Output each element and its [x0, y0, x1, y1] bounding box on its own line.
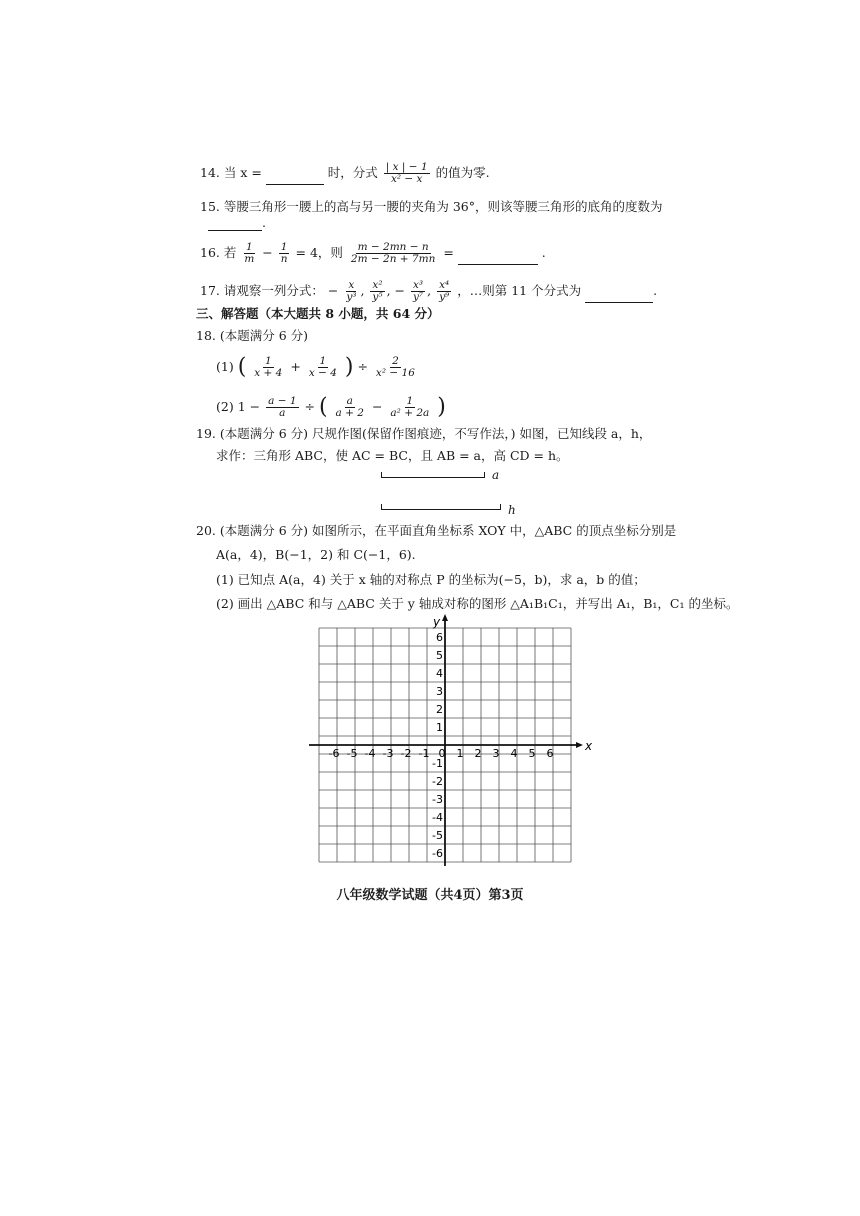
question-20-line-3: (1) 已知点 A(a，4) 关于 x 轴的对称点 P 的坐标为(−5，b)，求 a，b 的值；	[216, 572, 646, 587]
x-tick-label: -5	[346, 747, 358, 760]
x-tick-label: 2	[474, 747, 482, 760]
q17-term-4: $\frac{\text{x⁴}}{\text{y⁹}}$	[439, 279, 450, 303]
x-tick-label: -3	[382, 747, 394, 760]
question-19-line-2: 求作：三角形 ABC，使 AC = BC，且 AB = a，高 CD = h。	[216, 448, 569, 463]
question-20-line-2: A(a，4)，B(−1，2) 和 C(−1，6).	[216, 547, 416, 562]
x-tick-label: 1	[456, 747, 464, 760]
question-18-part-2: (2) 1 − $\frac{a - 1}{a}$ ÷ ( $\frac{a}{a + 2}$ − $\frac{1}{\text{a² + 2a}}$ )	[216, 394, 446, 420]
segment-h-label: h	[508, 503, 516, 517]
q17-term-3: $\frac{\text{x³}}{\text{y⁷}}$	[413, 279, 424, 303]
q14-fraction	[384, 162, 430, 185]
question-20-line-1: 20. (本题满分 6 分) 如图所示，在平面直角坐标系 XOY 中，△ABC 的顶点坐标分别是	[196, 523, 677, 538]
x-tick-label: -1	[418, 747, 430, 760]
q14-denominator: x² − x	[390, 173, 423, 185]
answer-blank-15[interactable]	[208, 218, 262, 231]
coordinate-grid[interactable]	[300, 612, 600, 874]
answer-blank-16[interactable]	[458, 252, 538, 265]
x-tick-label: 6	[546, 747, 554, 760]
answer-blank-17[interactable]	[585, 290, 653, 303]
y-tick-label: 3	[436, 685, 443, 698]
question-15-blank-line: .	[208, 215, 266, 231]
x-axis-arrow-icon	[576, 742, 583, 748]
q17-prefix: 17. 请观察一列分式：	[200, 283, 324, 298]
x-axis-label: x	[585, 739, 593, 753]
x-tick-label: 0	[438, 747, 446, 760]
q17-suffix: ，…则第 11 个分式为	[457, 283, 582, 298]
segment-a	[381, 471, 485, 478]
x-tick-label: 5	[528, 747, 536, 760]
q14-middle: 时，分式	[327, 165, 378, 180]
q15-text: 15. 等腰三角形一腰上的高与另一腰的夹角为 36°，则该等腰三角形的底角的度数为	[200, 199, 663, 214]
page-footer: 八年级数学试题（共4页）第3页	[336, 888, 524, 903]
y-axis-arrow-icon	[442, 614, 448, 621]
question-19-line-1: 19. (本题满分 6 分) 尺规作图(保留作图痕迹，不写作法，) 如图，已知线段 a，h，	[196, 426, 652, 441]
question-18-part-1: (1) ( $\frac{1}{x + 4}$ + $\frac{1}{x - 4}$ ) ÷ $\frac{2}{\text{x² − 16}}$	[216, 354, 415, 380]
y-tick-label: -3	[432, 793, 443, 806]
q17-term-2: $\frac{\text{x²}}{\text{y⁵}}$	[372, 279, 383, 303]
y-tick-label: -6	[432, 847, 443, 860]
q16-fraction-2: $\frac{1}{n}$	[280, 241, 288, 265]
question-20-line-4: (2) 画出 △ABC 和与 △ABC 关于 y 轴成对称的图形 △A₁B₁C₁，并写出 A₁，B₁，C₁ 的坐标。	[216, 596, 739, 611]
question-16: 16. 若 $\frac{1}{m}$ − $\frac{1}{n}$ = 4，则 $\frac{m - 2mn - n}{2m - 2n + 7mn}$ = .	[200, 241, 546, 265]
y-tick-label: 2	[436, 703, 443, 716]
y-tick-label: 5	[436, 649, 443, 662]
q16-fraction-1: $\frac{1}{m}$	[244, 241, 255, 265]
y-tick-label: -2	[432, 775, 443, 788]
x-tick-label: 4	[510, 747, 518, 760]
y-tick-label: 6	[436, 631, 443, 644]
x-tick-label: -2	[400, 747, 412, 760]
segment-h	[381, 503, 501, 510]
q14-numerator: | x | − 1	[385, 161, 428, 173]
y-tick-label: 1	[436, 721, 443, 734]
question-15	[200, 199, 662, 215]
q14-prefix: 14. 当 x =	[200, 165, 262, 180]
question-18-title: 18. (本题满分 6 分)	[196, 328, 309, 343]
q16-prefix: 16. 若	[200, 245, 237, 260]
question-14	[200, 162, 490, 185]
q14-suffix: 的值为零.	[435, 165, 490, 180]
q16-fraction-3: $\frac{m - 2mn - n}{2m - 2n + 7mn}$	[350, 241, 436, 265]
answer-blank-14[interactable]	[266, 172, 324, 185]
y-tick-label: -4	[432, 811, 443, 824]
y-tick-label: -1	[432, 757, 443, 770]
x-tick-label: -6	[328, 747, 340, 760]
y-tick-label: -5	[432, 829, 443, 842]
y-axis-label: y	[433, 615, 441, 629]
x-tick-label: -4	[364, 747, 376, 760]
question-17: 17. 请观察一列分式： − $\frac{x}{\text{y³}}$ , $\frac{\text{x²}}{\text{y⁵}}$ , − $\frac{\text{x³}}{\text{y⁷}}$ , $\frac{\text{x⁴}}{\text{y⁹}}$ ，…则第 11 个分式为 .	[200, 279, 658, 303]
y-tick-label: 4	[436, 667, 443, 680]
q16-middle: = 4，则	[295, 245, 343, 260]
segment-a-label: a	[492, 468, 500, 482]
section-3-title: 三、解答题（本大题共 8 小题，共 64 分）	[196, 306, 440, 321]
x-tick-label: 3	[492, 747, 500, 760]
q17-term-1: $\frac{x}{\text{y³}}$	[346, 279, 357, 303]
